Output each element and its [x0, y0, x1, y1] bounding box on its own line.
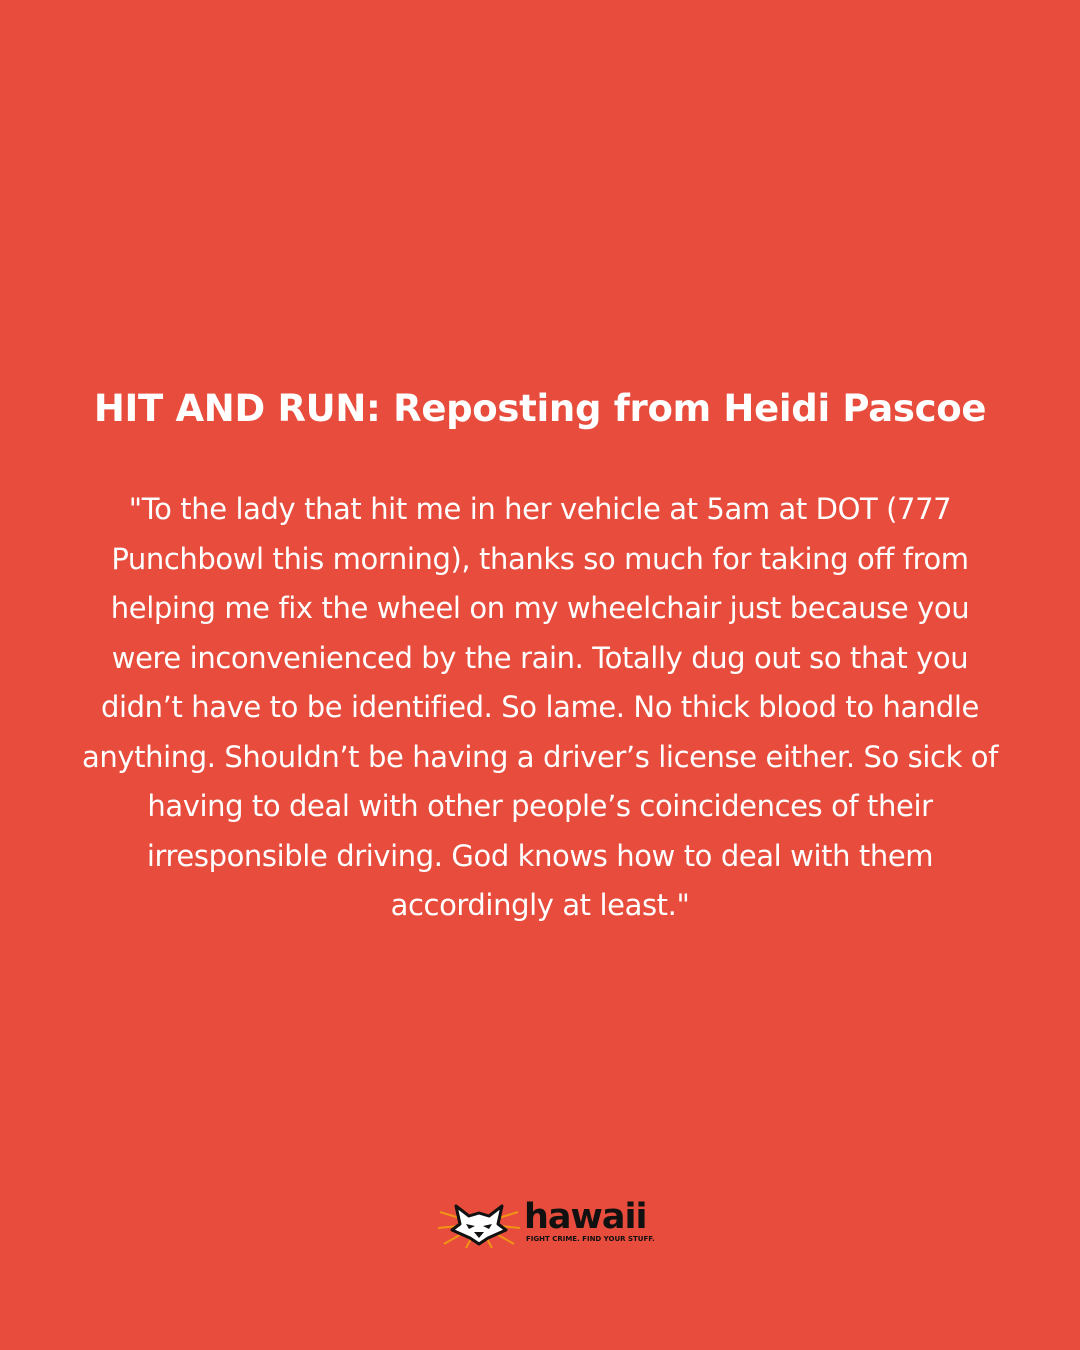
logo-tagline: FIGHT CRIME. FIND YOUR STUFF. [526, 1235, 655, 1243]
wolf-head-icon [436, 1198, 522, 1250]
post-body: "To the lady that hit me in her vehicle at 5am at DOT (777 Punchbowl this morning), thanks so much for taking off from helping me fix the wheel on my wheelchair just because you were inconvenienced by the rain. Totally dug out so that you didn’t have to be identified. So lame. No thick blood to handle anything. Shouldn’t be having a driver’s license either. So sick of having to deal with other people’s coincidences of their irresponsible driving. God knows how to deal with them accordingly at least." [82, 492, 998, 922]
post-title: HIT AND RUN: Reposting from Heidi Pascoe [93, 387, 987, 430]
brand-logo [436, 1197, 655, 1250]
logo-wordmark: hawaii [524, 1197, 647, 1237]
